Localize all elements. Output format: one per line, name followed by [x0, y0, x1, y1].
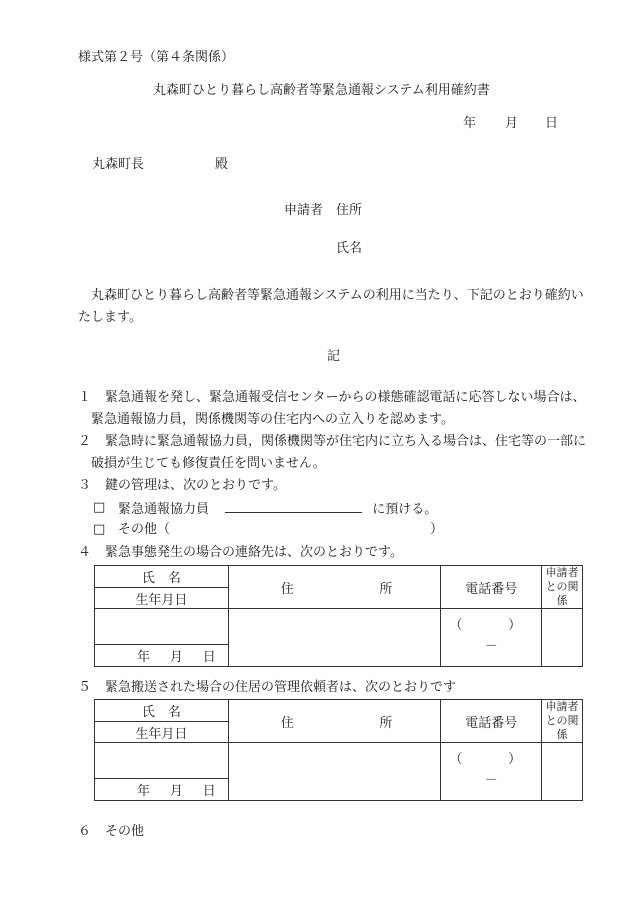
header-relation: 申請者 との関係 [542, 566, 583, 609]
applicant-label: 申請者 [284, 203, 324, 218]
header-birthdate: 生年月日 [95, 722, 229, 743]
header-name: 氏 名 [95, 566, 229, 588]
honorific: 殿 [215, 157, 229, 172]
header-birthdate: 生年月日 [95, 588, 229, 609]
phone-cell[interactable]: （ ） － [441, 743, 542, 801]
intro-text: 丸森町ひとり暮らし高齢者等緊急通報システムの利用に当たり、下記のとおり確約いたします。 [78, 288, 584, 325]
option-1-blank[interactable] [225, 500, 362, 513]
phone-cell[interactable]: （ ） － [441, 609, 542, 667]
emergency-contact-table [94, 565, 583, 667]
header-phone: 電話番号 [441, 700, 542, 743]
option-2-checkbox[interactable]: □ [93, 522, 106, 537]
name-cell[interactable] [95, 743, 229, 779]
item-6-text: その他 [105, 824, 145, 839]
item-5-text: 緊急搬送された場合の住居の管理依頼者は、次のとおりです [105, 680, 457, 695]
item-5-number: ５ [78, 680, 92, 695]
header-name: 氏 名 [95, 700, 229, 722]
document-title: 丸森町ひとり暮らし高齢者等緊急通報システム利用確約書 [153, 83, 490, 98]
addressee: 丸森町長 [92, 157, 145, 172]
item-4-text: 緊急事態発生の場合の連絡先は、次のとおりです。 [105, 545, 403, 560]
header-phone: 電話番号 [441, 566, 542, 609]
address-label: 住所 [336, 203, 363, 218]
name-label: 氏名 [336, 241, 363, 256]
item-3-number: ３ [78, 478, 92, 493]
option-1-checkbox[interactable]: □ [93, 500, 106, 515]
item-4-number: ４ [78, 545, 92, 560]
relation-cell[interactable] [542, 609, 583, 667]
item-6-number: ６ [78, 824, 92, 839]
item-1-number: １ [78, 390, 92, 405]
address-cell[interactable] [228, 743, 441, 801]
header-address: 住 所 [228, 566, 441, 609]
name-cell[interactable] [95, 609, 229, 645]
property-manager-table [94, 699, 583, 801]
birthdate-cell[interactable]: 年 月 日 [95, 645, 229, 667]
option-2-label: その他（ [118, 522, 171, 537]
option-1-label: 緊急通報協力員 に預ける。 [118, 502, 438, 517]
item-1-text: 緊急通報を発し、緊急通報受信センターからの様態確認電話に応答しない場合は、緊急通報協力員，関係機関等の住宅内への立入りを認めます。 [91, 390, 586, 427]
item-3-text: 鍵の管理は、次のとおりです。 [105, 478, 286, 493]
date-year-label: 年 [463, 116, 477, 131]
relation-cell[interactable] [542, 743, 583, 801]
ki-label: 記 [327, 349, 341, 364]
option-2-close: ） [430, 522, 444, 537]
header-address: 住 所 [228, 700, 441, 743]
item-2-text: 緊急時に緊急通報協力員，関係機関等が住宅内に立ち入る場合は、住宅等の一部に破損が生じても修復責任を問いません。 [91, 434, 587, 471]
date-month-label: 月 [505, 116, 519, 131]
address-cell[interactable] [228, 609, 441, 667]
header-relation: 申請者 との関係 [542, 700, 583, 743]
birthdate-cell[interactable]: 年 月 日 [95, 779, 229, 801]
form-number: 様式第２号（第４条関係） [78, 50, 235, 65]
date-day-label: 日 [545, 116, 559, 131]
item-2-number: ２ [78, 434, 92, 449]
